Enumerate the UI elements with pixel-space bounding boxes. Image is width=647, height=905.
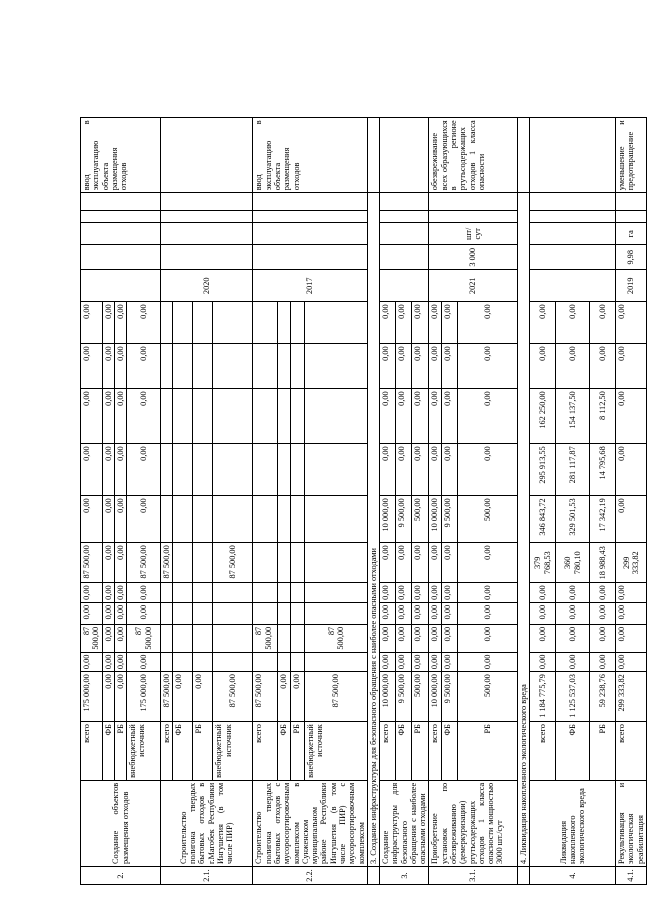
value-cell: 87 500,00	[305, 624, 368, 652]
value-cell: 9 500,00	[441, 496, 457, 543]
value-cell: 346 843,72	[530, 496, 556, 543]
source-cell: всего	[530, 722, 556, 781]
value-cell: 0,00	[411, 444, 429, 496]
value-cell: 0,00	[380, 344, 396, 389]
value-cell: 0,00	[102, 389, 114, 444]
value-cell: 0,00	[114, 496, 126, 543]
row-name: Строительство полигона твердых бытовых отходов в г.Магобек Республики Ингушетия (в том числе ПИР)	[161, 780, 253, 866]
source-cell: всего	[253, 722, 277, 781]
source-cell: ФБ	[441, 722, 457, 781]
source-cell: всего	[429, 722, 441, 781]
value-cell: 0,00	[395, 602, 411, 624]
value-cell: 0,00	[616, 389, 647, 444]
total-cell: 87 500,00	[305, 672, 368, 722]
value-cell: 0,00	[81, 344, 103, 389]
total-cell: 500,00	[457, 672, 517, 722]
value-cell: 8 112,50	[590, 389, 616, 444]
value-cell: 0,00	[380, 302, 396, 344]
total-cell: 175 000,00	[81, 672, 103, 722]
value-cell: 0,00	[530, 583, 556, 603]
value-cell: 0,00	[429, 583, 441, 603]
value-cell: 500,00	[411, 496, 429, 543]
source-cell: РБ	[411, 722, 429, 781]
unit-cell: шт/сут	[429, 223, 517, 245]
value-cell: 0,00	[441, 444, 457, 496]
value-cell: 10 000,00	[380, 496, 396, 543]
value-cell: 0,00	[457, 624, 517, 652]
value-cell: 87 500,00	[213, 543, 253, 583]
source-cell: всего	[616, 722, 647, 781]
value-cell: 0,00	[411, 302, 429, 344]
value-cell: 0,00	[81, 602, 103, 624]
value-cell: 0,00	[102, 496, 114, 543]
value-cell: 0,00	[616, 344, 647, 389]
section-heading: 4. Ликвидация накопленного экологического вреда	[517, 193, 529, 867]
total-cell: 0,00	[291, 672, 305, 722]
value-cell: 87 500,00	[161, 543, 173, 583]
value-cell: 0,00	[81, 583, 103, 603]
source-cell: всего	[81, 722, 103, 781]
value-cell: 0,00	[429, 302, 441, 344]
value-cell: 0,00	[380, 602, 396, 624]
value-cell: 0,00	[441, 602, 457, 624]
value-cell: 0,00	[457, 652, 517, 672]
value-cell: 0,00	[81, 444, 103, 496]
source-cell: РБ	[114, 722, 126, 781]
value-cell: 0,00	[395, 543, 411, 583]
value-cell: 500,00	[457, 496, 517, 543]
total-cell: 59 238,76	[590, 672, 616, 722]
value-cell: 0,00	[380, 389, 396, 444]
value-cell: 87 500,00	[81, 543, 103, 583]
value-cell: 0,00	[114, 583, 126, 603]
value-cell: 9 500,00	[395, 496, 411, 543]
source-cell: ФБ	[395, 722, 411, 781]
source-cell: РБ	[193, 722, 213, 781]
value-cell: 0,00	[114, 602, 126, 624]
empty-cell	[81, 223, 161, 245]
row-name: Создание инфраструктуры для безопасного обращения с наиболее опасными отходами	[380, 780, 429, 866]
value-cell: 295 913,55	[530, 444, 556, 496]
value-cell: 0,00	[429, 602, 441, 624]
row-number: 2.2.	[253, 867, 367, 885]
value-cell: 0,00	[114, 344, 126, 389]
value-cell: 0,00	[616, 496, 647, 543]
value-cell: 0,00	[590, 344, 616, 389]
value-cell: 0,00	[395, 583, 411, 603]
empty-cell	[81, 270, 161, 302]
total-cell: 1 184 775,79	[530, 672, 556, 722]
value-cell: 0,00	[395, 624, 411, 652]
value-cell: 0,00	[81, 302, 103, 344]
value-cell: 87 500,00	[253, 624, 277, 652]
value-cell: 0,00	[556, 344, 590, 389]
value-cell: 0,00	[530, 624, 556, 652]
value-cell: 0,00	[616, 302, 647, 344]
value-cell: 0,00	[429, 389, 441, 444]
source-cell: внебюджетный источник	[127, 722, 161, 781]
result-text: ввод в эксплуатацию объекта размещения отходов	[81, 118, 161, 193]
value-cell: 0,00	[429, 652, 441, 672]
year-cell: 2019	[616, 270, 647, 302]
source-cell: ФБ	[173, 722, 193, 781]
value-cell: 87 500,00	[127, 624, 161, 652]
value-cell: 0,00	[616, 652, 647, 672]
value-cell: 0,00	[102, 652, 114, 672]
value-cell: 0,00	[81, 652, 103, 672]
value-cell: 0,00	[530, 652, 556, 672]
value-cell: 0,00	[441, 624, 457, 652]
value-cell: 0,00	[457, 602, 517, 624]
value-cell: 0,00	[556, 652, 590, 672]
value-cell: 87 500,00	[127, 543, 161, 583]
value-cell: 0,00	[556, 602, 590, 624]
empty-cell	[81, 211, 161, 223]
value-cell: 0,00	[395, 444, 411, 496]
row-name: Приобретение установок по обезвреживанию (демеркуризации) ртутьсодержащих отходов 1 класса опасности мощностью 3000 шт./сут	[429, 780, 517, 866]
total-cell: 10 000,00	[380, 672, 396, 722]
value-cell: 10 000,00	[429, 496, 441, 543]
unit-cell: га	[616, 223, 647, 245]
value-cell: 0,00	[441, 302, 457, 344]
value-cell: 329 501,53	[556, 496, 590, 543]
value-cell: 0,00	[429, 344, 441, 389]
value-cell: 17 342,19	[590, 496, 616, 543]
value-cell: 0,00	[102, 583, 114, 603]
row-name: Ликвидация накопленного экологического вреда	[530, 780, 616, 866]
value-cell: 0,00	[556, 624, 590, 652]
total-cell: 1 125 537,03	[556, 672, 590, 722]
value-cell: 0,00	[556, 583, 590, 603]
value-cell: 0,00	[380, 624, 396, 652]
value-cell: 0,00	[441, 652, 457, 672]
total-cell: 0,00	[277, 672, 291, 722]
total-cell: 9 500,00	[441, 672, 457, 722]
value-cell: 0,00	[395, 389, 411, 444]
value-cell: 162 250,00	[530, 389, 556, 444]
total-cell: 175 000,00	[127, 672, 161, 722]
value-cell: 0,00	[441, 583, 457, 603]
value-cell: 0,00	[441, 543, 457, 583]
row-number: 4.	[530, 867, 616, 885]
row-name: Создание объектов размещения отходов	[81, 780, 161, 866]
source-cell: РБ	[590, 722, 616, 781]
year-cell: 2021	[429, 270, 517, 302]
value-cell: 0,00	[441, 389, 457, 444]
value-cell: 281 117,87	[556, 444, 590, 496]
empty-cell	[81, 245, 161, 270]
value-cell: 0,00	[411, 344, 429, 389]
source-cell: всего	[161, 722, 173, 781]
total-cell: 0,00	[193, 672, 213, 722]
value-cell: 0,00	[530, 602, 556, 624]
value-cell: 0,00	[102, 344, 114, 389]
total-cell: 87 500,00	[253, 672, 277, 722]
value-cell: 87 500,00	[81, 624, 103, 652]
quantity-cell: 3 000	[429, 245, 517, 270]
value-cell: 0,00	[616, 624, 647, 652]
total-cell: 87 500,00	[213, 672, 253, 722]
value-cell: 0,00	[616, 602, 647, 624]
result-text: уменьшение и предотвращение	[616, 118, 647, 193]
value-cell: 0,00	[457, 444, 517, 496]
value-cell: 0,00	[127, 602, 161, 624]
value-cell: 0,00	[114, 444, 126, 496]
value-cell: 154 137,50	[556, 389, 590, 444]
total-cell: 0,00	[102, 672, 114, 722]
value-cell: 0,00	[380, 444, 396, 496]
value-cell: 0,00	[127, 583, 161, 603]
value-cell: 0,00	[457, 543, 517, 583]
value-cell: 0,00	[411, 624, 429, 652]
section-heading: 3. Создание инфраструктуры для безопасного обращения с наиболее опасными отходами	[367, 193, 379, 867]
value-cell: 0,00	[590, 302, 616, 344]
value-cell: 0,00	[616, 583, 647, 603]
source-cell: ФБ	[277, 722, 291, 781]
value-cell: 0,00	[395, 344, 411, 389]
source-cell: внебюджетный источник	[213, 722, 253, 781]
value-cell: 0,00	[395, 302, 411, 344]
total-cell: 87 500,00	[161, 672, 173, 722]
value-cell: 0,00	[457, 389, 517, 444]
value-cell: 0,00	[102, 444, 114, 496]
value-cell: 0,00	[411, 602, 429, 624]
source-cell: ФБ	[102, 722, 114, 781]
value-cell: 0,00	[429, 624, 441, 652]
value-cell: 0,00	[102, 302, 114, 344]
quantity-cell: 9,98	[616, 245, 647, 270]
value-cell: 0,00	[102, 624, 114, 652]
source-cell: внебюджетный источник	[305, 722, 368, 781]
value-cell: 0,00	[429, 444, 441, 496]
value-cell: 0,00	[530, 344, 556, 389]
value-cell: 0,00	[380, 583, 396, 603]
row-name: Рекультивация и экологическая реабилитация	[616, 780, 647, 866]
value-cell: 0,00	[556, 302, 590, 344]
row-number: 3.1.	[429, 867, 517, 885]
value-cell: 0,00	[127, 344, 161, 389]
value-cell: 0,00	[429, 543, 441, 583]
value-cell: 18 988,43	[590, 543, 616, 583]
value-cell: 379 768,53	[530, 543, 556, 583]
value-cell: 0,00	[127, 444, 161, 496]
value-cell: 0,00	[81, 389, 103, 444]
value-cell: 0,00	[590, 652, 616, 672]
year-cell: 2020	[161, 270, 253, 302]
value-cell: 0,00	[441, 344, 457, 389]
value-cell: 0,00	[457, 302, 517, 344]
value-cell: 360 780,10	[556, 543, 590, 583]
value-cell: 0,00	[411, 543, 429, 583]
value-cell: 0,00	[590, 624, 616, 652]
row-number: 2.	[81, 867, 161, 885]
source-cell: всего	[380, 722, 396, 781]
value-cell: 0,00	[114, 624, 126, 652]
row-number: 3.	[380, 867, 429, 885]
source-cell: РБ	[291, 722, 305, 781]
total-cell: 500,00	[411, 672, 429, 722]
value-cell: 0,00	[457, 344, 517, 389]
value-cell: 0,00	[411, 389, 429, 444]
value-cell: 0,00	[457, 583, 517, 603]
value-cell: 0,00	[114, 543, 126, 583]
value-cell: 0,00	[411, 652, 429, 672]
value-cell: 0,00	[380, 543, 396, 583]
value-cell: 0,00	[411, 583, 429, 603]
year-cell: 2017	[253, 270, 367, 302]
value-cell: 0,00	[127, 652, 161, 672]
value-cell: 0,00	[81, 496, 103, 543]
value-cell: 0,00	[395, 652, 411, 672]
row-number: 4.1.	[616, 867, 647, 885]
value-cell: 0,00	[114, 652, 126, 672]
value-cell: 0,00	[616, 444, 647, 496]
result-text: обезвреживание всех образующихся в регионе ртутьсодержащих отходов 1 класса опасности	[429, 118, 517, 193]
total-cell: 10 000,00	[429, 672, 441, 722]
source-cell: ФБ	[556, 722, 590, 781]
value-cell: 0,00	[127, 302, 161, 344]
total-cell: 299 333,82	[616, 672, 647, 722]
row-name: Строительство полигона твердых бытовых отходов с мусоросортировочным комплексом в Сунженском муниципальном районе Республики Ингушетия (в том числе ПИР) с мусоросортировочным комплексом	[253, 780, 367, 866]
value-cell: 299 333,82	[616, 543, 647, 583]
value-cell: 0,00	[530, 302, 556, 344]
empty-cell	[81, 193, 161, 211]
value-cell: 0,00	[590, 583, 616, 603]
value-cell: 0,00	[590, 602, 616, 624]
row-number: 2.1.	[161, 867, 253, 885]
value-cell: 0,00	[127, 389, 161, 444]
value-cell: 0,00	[102, 543, 114, 583]
value-cell: 0,00	[380, 652, 396, 672]
total-cell: 0,00	[173, 672, 193, 722]
value-cell: 14 795,68	[590, 444, 616, 496]
total-cell: 0,00	[114, 672, 126, 722]
total-cell: 9 500,00	[395, 672, 411, 722]
program-table	[80, 117, 647, 885]
value-cell: 0,00	[114, 302, 126, 344]
value-cell: 0,00	[102, 602, 114, 624]
result-text: ввод в эксплуатацию объекта размещения отходов	[253, 118, 367, 193]
source-cell: РБ	[457, 722, 517, 781]
value-cell: 0,00	[127, 496, 161, 543]
value-cell: 0,00	[114, 389, 126, 444]
